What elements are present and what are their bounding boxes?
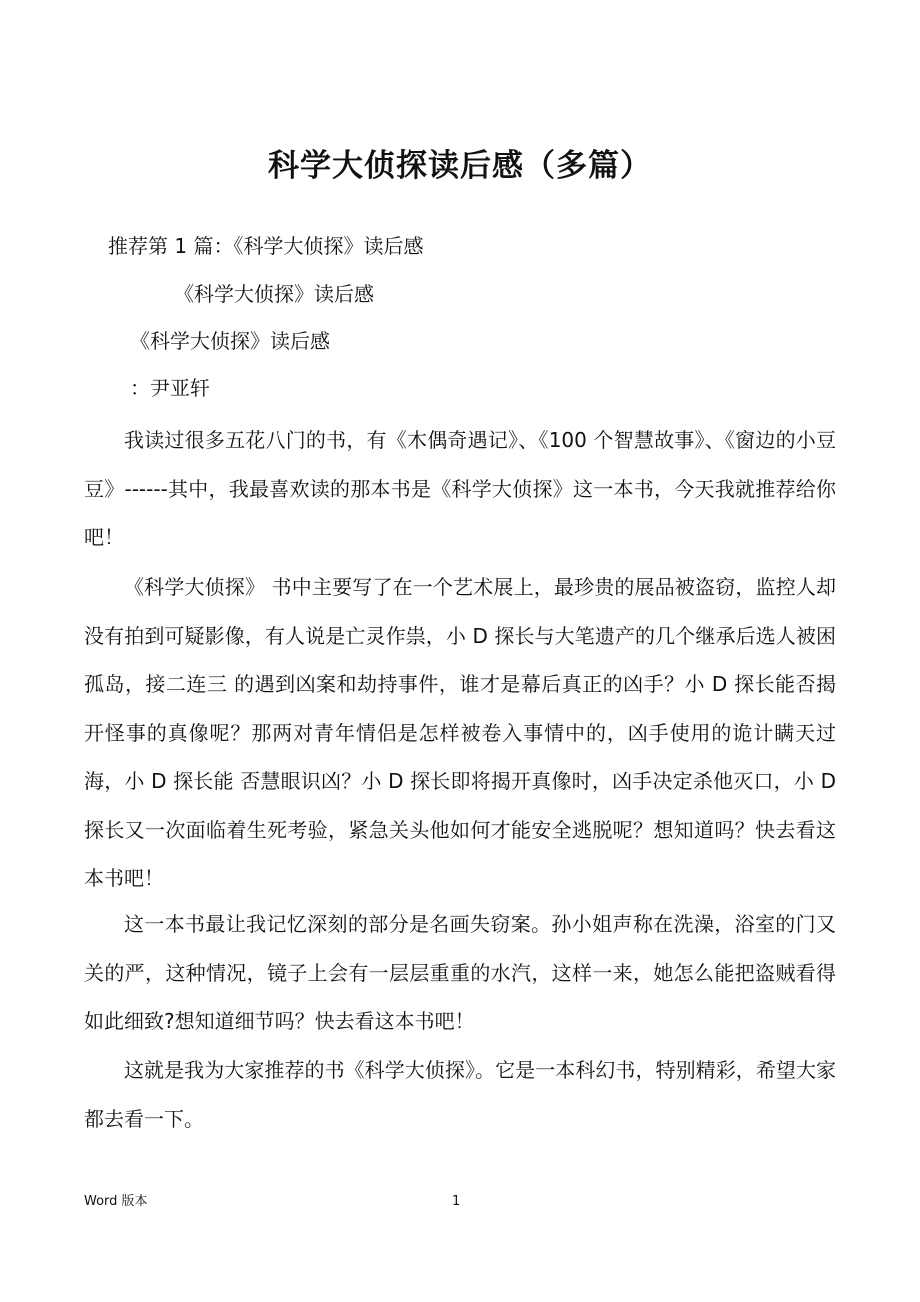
article-subtitle: 《科学大侦探》读后感	[174, 282, 374, 306]
body-paragraph-1: 我读过很多五花八门的书，有《木偶奇遇记》、《100 个智慧故事》、《窗边的小豆豆》------其中，我最喜欢读的那本书是《科学大侦探》这一本书，今天我就推荐给你吧！	[84, 428, 836, 549]
footer-page-number: 1	[452, 1194, 461, 1209]
body-paragraph-2: 《科学大侦探》 书中主要写了在一个艺术展上，最珍贵的展品被盗窃，监控人却没有拍到可疑影像，有人说是亡灵作祟，小 D 探长与大笔遗产的几个继承后选人被困孤岛，接二连三 的遇到凶案和劫持事件，谁才是幕后真正的凶手？小 D 探长能否揭开怪事的真像呢？那两对青年情侣是怎样被卷入事情中的，凶手使用的诡计瞒天过海，小 D 探长能 否慧眼识凶？小 D 探长即将揭开真像时，凶手决定杀他灭口，小 D 探长又一次面临着生死考验，紧急关头他如何才能安全逃脱呢？想知道吗？快去看这本书吧！	[84, 575, 836, 890]
recommend-heading: 推荐第 1 篇：《科学大侦探》读后感	[108, 234, 424, 258]
body-paragraph-3: 这一本书最让我记忆深刻的部分是名画失窃案。孙小姐声称在洗澡，浴室的门又关的严，这种情况，镜子上会有一层层重重的水汽，这样一来，她怎么能把盗贼看得如此细致?想知道细节吗？快去看这本书吧！	[84, 912, 836, 1033]
author-line: ：尹亚轩	[130, 376, 210, 400]
document-title: 科学大侦探读后感（多篇）	[268, 148, 652, 184]
footer-label: Word 版本	[84, 1194, 148, 1209]
body-paragraph-4: 这就是我为大家推荐的书《科学大侦探》。它是一本科幻书，特别精彩，希望大家都去看一下。	[84, 1058, 836, 1131]
article-subtitle-repeat: 《科学大侦探》读后感	[130, 329, 330, 353]
